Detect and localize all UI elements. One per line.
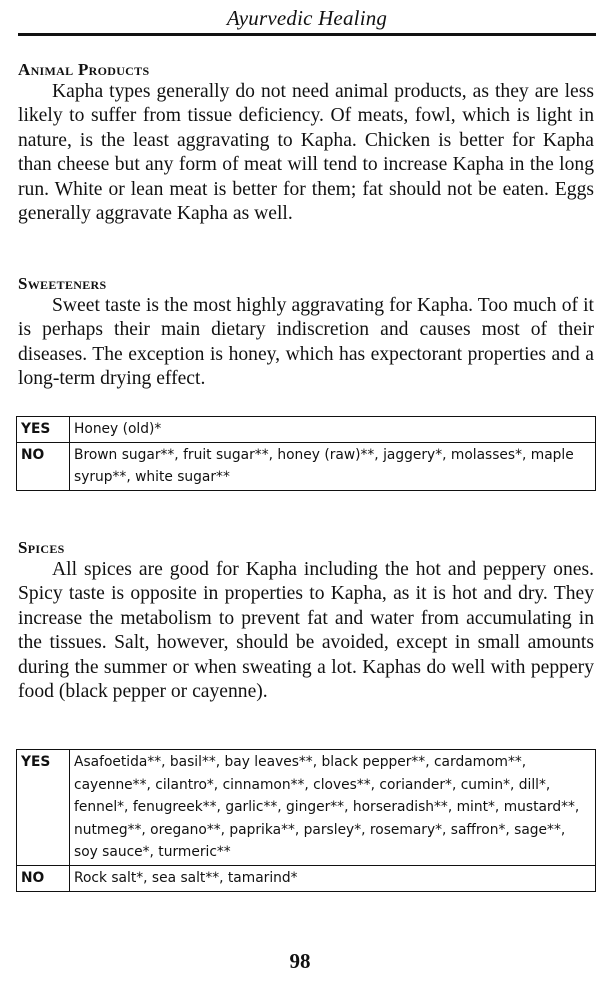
paragraph-spices: All spices are good for Kapha including the hot and peppery ones. Spicy taste is opposite in properties to Kapha, as it is hot and dry. They increase the metabolism to prevent fat and water from accumulating in the tissues. Salt, however, should be avoided, except in small amounts during the summer or when sweating a lot. Kaphas do well with peppery food (black pepper or cayenne).: [18, 559, 594, 703]
spices-table: [16, 749, 596, 892]
row-label: YES: [17, 417, 70, 443]
row-items: Rock salt*, sea salt**, tamarind*: [70, 865, 596, 891]
row-items: Asafoetida**, basil**, bay leaves**, black pepper**, cardamom**, cayenne**, cilantro*, cinnamon**, cloves**, coriander*, cumin*, dill*, fennel*, fenugreek**, garlic**, ginger**, horseradish**, mint*, mustard**, nutmeg**, oregano**, paprika**, parsley*, rosemary*, saffron*, sage**, soy sauce*, turmeric**: [70, 750, 596, 866]
table-row-no: [17, 442, 596, 490]
paragraph-sweeteners: Sweet taste is the most highly aggravating for Kapha. Too much of it is perhaps their main dietary indiscretion and causes most of their diseases. The exception is honey, which has expectorant properties and a long-term drying effect.: [18, 295, 594, 390]
section-heading-sweeteners: Sweeteners: [18, 274, 107, 293]
section-heading-spices: Spices: [18, 538, 65, 557]
table-row-yes: [17, 417, 596, 443]
row-items: Honey (old)*: [70, 417, 596, 443]
table-row-yes: [17, 750, 596, 866]
running-head-title: Ayurvedic Healing: [226, 6, 388, 30]
page-number: 98: [289, 949, 311, 973]
sweeteners-table: [16, 416, 596, 491]
row-label: YES: [17, 750, 70, 866]
row-items: Brown sugar**, fruit sugar**, honey (raw)**, jaggery*, molasses*, maple syrup**, white sugar**: [70, 442, 596, 490]
row-label: NO: [17, 865, 70, 891]
paragraph-animal-products: Kapha types generally do not need animal products, as they are less likely to suffer from tissue deficiency. Of meats, fowl, which is light in nature, is the least aggravating to Kapha. Chicken is better for Kapha than cheese but any form of meat will tend to increase Kapha in the long run. White or lean meat is better for them; fat should not be eaten. Eggs generally aggravate Kapha as well.: [18, 81, 594, 225]
table-row-no: [17, 865, 596, 891]
section-heading-animal-products: Animal Products: [18, 60, 150, 79]
row-label: NO: [17, 442, 70, 490]
header-rule: [18, 33, 596, 36]
